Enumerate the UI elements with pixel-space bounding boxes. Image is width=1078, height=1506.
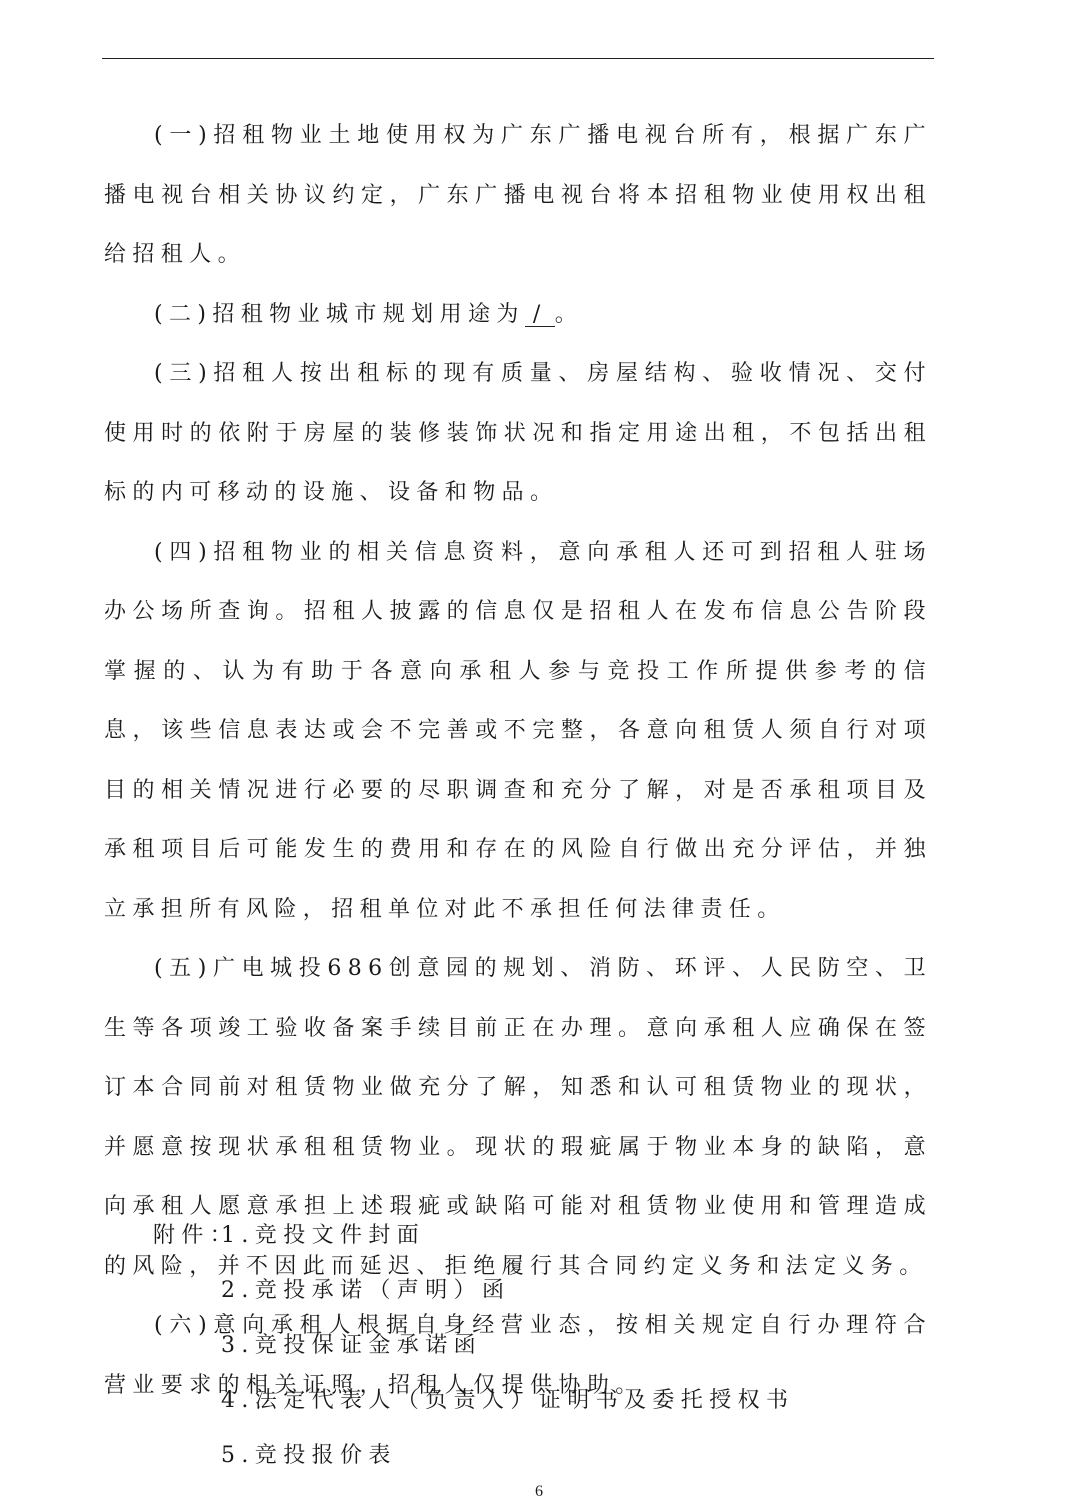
attachment-item: 3.竞投保证金承诺函 [221,1333,482,1358]
clause-2 [104,285,932,345]
attachment-row [153,1263,933,1318]
attachment-row [153,1373,933,1428]
attachment-item: 2.竞投承诺（声明）函 [221,1278,511,1303]
attachments-list [153,1208,933,1483]
attachment-item: 4.法定代表人（负责人）证明书及委托授权书 [221,1388,795,1413]
attachments-label: 附件： [153,1223,239,1248]
clause-2-end: 。 [554,301,584,327]
clause-4: (四)招租物业的相关信息资料，意向承租人还可到招租人驻场办公场所查询。招租人披露的信息仅是招租人在发布信息公告阶段掌握的、认为有助于各意向承租人参与竞投工作所提供参考的信息，该些信息表达或会不完善或不完整，各意向租赁人须自行对项目的相关情况进行必要的尽职调查和充分了解，对是否承租项目及承租项目后可能发生的费用和存在的风险自行做出充分评估，并独立承担所有风险，招租单位对此不承担任何法律责任。 [104,539,932,922]
planning-use-blank: / [525,304,555,327]
clause-2-text: (二)招租物业城市规划用途为 [154,301,525,327]
clause-3: (三)招租人按出租标的现有质量、房屋结构、验收情况、交付使用时的依附于房屋的装修装饰状况和指定用途出租，不包括出租标的内可移动的设施、设备和物品。 [104,361,932,505]
attachment-row [153,1318,933,1373]
page-number: 6 [535,1483,543,1500]
attachment-row [153,1428,933,1483]
clause-1: (一)招租物业土地使用权为广东广播电视台所有，根据广东广播电视台相关协议约定，广东广播电视台将本招租物业使用权出租给招租人。 [104,123,932,267]
clause-5: (五)广电城投686创意园的规划、消防、环评、人民防空、卫生等各项竣工验收备案手续目前正在办理。意向承租人应确保在签订本合同前对租赁物业做充分了解，知悉和认可租赁物业的现状，并愿意按现状承租租赁物业。现状的瑕疵属于物业本身的缺陷，意向承租人愿意承担上述瑕疵或缺陷可能对租赁物业使用和管理造成的风险，并不因此而延迟、拒绝履行其合同约定义务和法定义务。 [104,956,932,1279]
header-rule [102,58,934,59]
attachment-item: 1.竞投文件封面 [221,1223,426,1248]
attachment-row [153,1208,933,1263]
clause-6: (六)意向承租人根据自身经营业态，按相关规定自行办理符合营业要求的相关证照，招租人仅提供协助。 [104,1313,932,1398]
attachment-item: 5.竞投报价表 [221,1443,397,1468]
